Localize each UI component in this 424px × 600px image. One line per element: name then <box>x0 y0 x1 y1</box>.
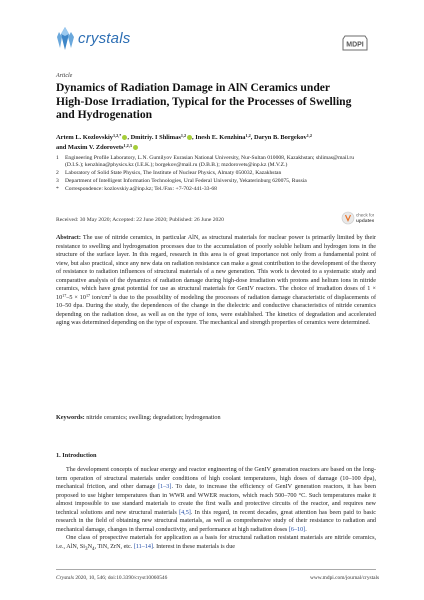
citation-link[interactable]: [6–10] <box>288 526 306 533</box>
correspondence-marker: * <box>56 185 59 192</box>
abstract-text: is due to the possibility of modeling the processes of radiation damage characteristic of displacements of 10–50 dpa. During the study, the dependences of the change in the dielectric and conductive characteristics of nitride ceramics depending on the radiation dose, as well as on the type of ions, were established. The kinetics of degradation and accelerated aging was determined depending on the type of exposure. The mechanical and strength properties of ceramics were determined. <box>56 294 376 327</box>
author-affiliation-marker: 1,2 <box>180 132 187 138</box>
author-name[interactable]: Maxim V. Zdorovets <box>67 144 124 151</box>
abstract <box>56 234 376 328</box>
citation-link[interactable]: [1–3] <box>158 484 172 491</box>
footer-citation <box>56 575 167 581</box>
footer-url[interactable]: www.mdpi.com/journal/crystals <box>310 575 380 581</box>
abstract-exponent: 17 <box>85 292 91 298</box>
abstract-label: Abstract: <box>56 235 81 241</box>
author-name[interactable]: Daryn B. Borgekov <box>253 134 307 141</box>
subscript: 3 <box>85 546 88 553</box>
article-type: Article <box>56 73 73 79</box>
author-affiliation-marker: 1,2,* <box>112 132 122 138</box>
affiliation-text: Department of Intelligent Information Technologies, Ural Federal University, Yekaterinburg 620075, Russia <box>65 178 307 185</box>
author-affiliation-marker: 1,2 <box>306 132 312 138</box>
author-affiliation-marker: 1,2,3 <box>123 142 132 148</box>
affiliation-item <box>56 155 356 170</box>
affiliations <box>56 155 356 194</box>
author-name[interactable]: Dmitriy. I Shlimas <box>130 134 181 141</box>
section-heading: 1. Introduction <box>56 452 97 459</box>
journal-logo <box>54 26 354 54</box>
correspondence <box>56 186 356 193</box>
keywords-text: nitride ceramics; swelling; degradation; hydrogenation <box>86 415 221 421</box>
mdpi-logo <box>342 35 368 51</box>
citation-link[interactable]: [11–14] <box>133 543 154 550</box>
affiliation-text: Engineering Profile Laboratory, L.N. Gumilyov Eurasian National University, Nur-Sultan 010008, Kazakhstan; shlimas@mail.ru (D.I.S.); kenzhina@physics.kz (I.E.K.); borgekov@mail.ru (D.B.B.); mzdorovets@inp.kz (M.V.Z.) <box>65 155 355 169</box>
paper-title: Dynamics of Radiation Damage in AlN Ceramics under High-Dose Irradiation, Typical for the Processes of Swelling and Hydrogenation <box>56 81 352 122</box>
affiliation-number: 2 <box>56 170 59 177</box>
affiliation-item <box>56 178 356 185</box>
check-for-updates-line1: check for <box>356 212 374 218</box>
author-affiliation-marker: 1,2 <box>245 132 251 138</box>
crystal-icon <box>54 26 76 52</box>
check-for-updates-line2: updates <box>356 219 374 224</box>
author-name[interactable]: Inesh E. Kenzhina <box>195 134 246 141</box>
check-for-updates-badge[interactable] <box>341 208 374 228</box>
keywords-label: Keywords: <box>56 415 85 421</box>
author-name[interactable]: Artem L. Kozlovskiy <box>56 134 113 141</box>
subscript: 4 <box>92 546 95 553</box>
orcid-icon[interactable] <box>133 145 138 150</box>
publication-dates: Received: 30 May 2020; Accepted: 22 June 2020; Published: 26 June 2020 <box>56 217 224 223</box>
correspondence-text: Correspondence: kozlovskiy.a@inp.kz; Tel./Fax: +7-702-441-33-68 <box>65 185 217 192</box>
footer-journal: Crystals <box>56 575 74 581</box>
abstract-text: –5 × 10 <box>66 294 86 301</box>
citation-link[interactable]: [4,5] <box>179 509 191 516</box>
mdpi-logo-text: MDPI <box>346 41 364 49</box>
affiliation-number: 1 <box>56 155 59 161</box>
paragraph: One class of prospective materials for application as a basis for structural radiation resistant materials are nitride ceramics, i.e., AlN, $Si_3N_4$, TiN, ZrN, etc. [11–14]. Interest in these materials is due <box>56 535 376 553</box>
affiliation-item <box>56 170 356 177</box>
author-list: Artem L. Kozlovskiy$^{1,2,*}$ , Dmitriy. I Shlimas$^{1,2}$ , Inesh E. Kenzhina$^{1,2}$, Daryn B. Borgekov$^{1,2}$ and Maxim V. Zdorovets$^{1,2,3}$ <box>56 132 312 151</box>
introduction-body <box>56 466 376 554</box>
footer-divider <box>56 569 376 570</box>
keywords <box>56 415 376 421</box>
footer-citation-rest: 2020, 10, 546; doi:10.3390/cryst10060546 <box>75 575 168 581</box>
abstract-text: The use of nitride ceramics, in particular AlN, as structural materials for nuclear power is primarily limited by their resistance to swelling and hydrogenation processes due to the accumulation of poorly soluble helium and hydrogen ions in the structure of the surface layer. In this regard, research in this area is of great importance not only from a fundamental point of view, but also practical, since any new data on radiation resistance can make a great contribution to the development of the theory of resistance to radiation influences of structural materials of a new generation. This work is devoted to a systematic study and comparative analysis of the dynamics of radiation damage during high-dose irradiation with protons and helium ions in nitride ceramics, which have great potential for use as structural materials for GenIV reactors. The choice of irradiation doses of 1 × 10 <box>56 235 376 301</box>
abstract-exponent: 17 <box>62 292 67 298</box>
abstract-text: ion/cm <box>90 294 110 301</box>
orcid-icon[interactable] <box>122 135 127 140</box>
paragraph: The development concepts of nuclear energy and reactor engineering of the GenIV generation reactors are based on the long-term operation of structural materials under conditions of high coolant temperatures, high doses of damage (10–100 dpa), mechanical friction, and other damage [1–3]. To date, to increase the efficiency of GenIV generation reactors, it has been proposed to use higher temperatures than in WWR and WWER reactors, which reach 500–700 °C. Such temperatures make it almost impossible to use standard materials to create the first walls and protective circuits of the reactor, and requires new technical solutions and new structural materials [4,5]. In this regard, in recent decades, great attention has been paid to basic research in the field of obtaining new structural materials, as well as comprehensive study of their resistance to radiation and mechanical damage, changes in thermal conductivity, and performance at high radiation doses [6–10]. <box>56 467 376 533</box>
orcid-icon[interactable] <box>187 135 192 140</box>
journal-name: crystals <box>78 30 131 47</box>
affiliation-text: Laboratory of Solid State Physics, The Institute of Nuclear Physics, Almaty 050032, Kazakhstan <box>65 170 282 177</box>
affiliation-number: 3 <box>56 178 59 185</box>
abstract-exponent: 2 <box>109 292 112 298</box>
